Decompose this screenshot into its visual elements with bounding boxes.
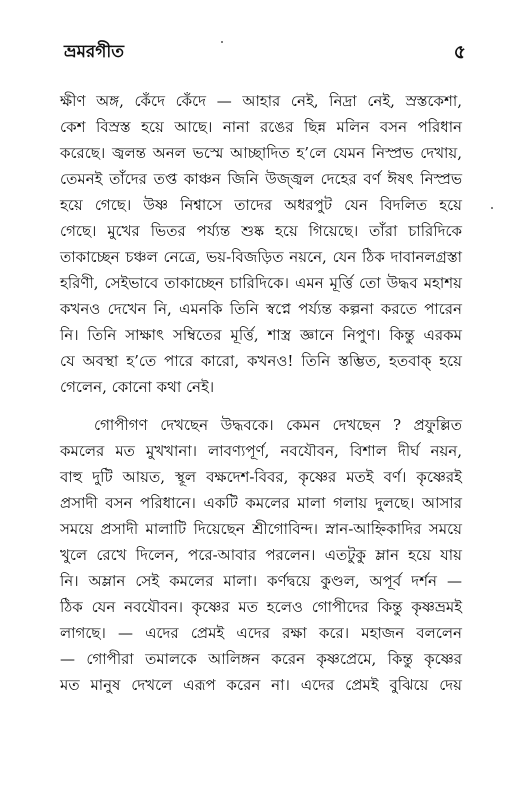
text-line: খুলে রেখে দিলেন, পরে-আবার পরলেন। এতটুকু ম্লান হয়ে যায় xyxy=(60,546,462,564)
text-line: কখনও দেখেন নি, এমনকি তিনি স্বপ্নে পর্য্যন্ত কল্পনা করতে পারেন xyxy=(60,300,462,318)
text-line: লাগছে। — এদের প্রেমই এদের রক্ষা করে। মহাজন বললেন xyxy=(60,624,462,642)
text-line: করেছে। জ্বলন্ত অনল ভস্মে আচ্ছাদিত হ’লে যেমন নিস্প্রভ দেখায়, xyxy=(60,144,462,162)
running-title: ভ্রমরগীত xyxy=(64,42,125,62)
scan-speck xyxy=(491,207,493,209)
text-line: ঠিক যেন নবযৌবন। কৃষ্ণের মত হলেও গোপীদের কিন্তু কৃষ্ণভ্রমই xyxy=(60,598,462,616)
text-line: তাকাচ্ছেন চঞ্চল নেত্রে, ভয়-বিজড়িত নয়নে, যেন ঠিক দাবানলগ্রস্তা xyxy=(60,248,462,266)
text-line: হয়ে গেছে। উষ্ণ নিশ্বাসে তাদের অধরপুট যেন বিদলিত হয়ে xyxy=(60,196,462,214)
text-line: তেমনই তাঁদের তপ্ত কাঞ্চন জিনি উজ্জ্বল দেহের বর্ণ ঈষৎ নিস্প্রভ xyxy=(60,170,462,188)
text-line: ক্ষীণ অঙ্গ, কেঁদে কেঁদে — আহার নেই, নিদ্রা নেই, স্রস্তকেশা, xyxy=(60,92,462,110)
text-line: গেলেন, কোনো কথা নেই। xyxy=(60,378,215,396)
text-line: — গোপীরা তমালকে আলিঙ্গন করেন কৃষ্ণপ্রেমে, কিন্তু কৃষ্ণের xyxy=(60,650,462,668)
scan-speck xyxy=(221,41,223,43)
paragraph-gap xyxy=(60,400,462,412)
text-line: মত মানুষ দেখলে এরূপ করেন না। এদের প্রেমই বুঝিয়ে দেয় xyxy=(60,676,462,694)
paragraph-1 xyxy=(60,88,462,400)
page-number: ৫ xyxy=(453,41,466,63)
text-line: হরিণী, সেইভাবে তাকাচ্ছেন চারিদিকে। এমন মূর্ত্তি তো উদ্ধব মহাশয় xyxy=(60,274,462,292)
text-line: বাহু দুটি আয়ত, স্থূল বক্ষদেশ-বিবর, কৃষ্ণের মতই বর্ণ। কৃষ্ণেরই xyxy=(60,468,462,486)
paragraph-2 xyxy=(60,412,462,698)
text-line: কমলের মত মুখখানা। লাবণ্যপূর্ণ, নবযৌবন, বিশাল দীর্ঘ নয়ন, xyxy=(60,442,462,460)
text-line: সময়ে প্রসাদী মালাটি দিয়েছেন শ্রীগোবিন্দ। স্নান-আহ্নিকাদির সময়ে xyxy=(60,520,462,538)
text-line: কেশ বিস্রস্ত হয়ে আছে। নানা রঙের ছিন্ন মলিন বসন পরিধান xyxy=(60,118,462,136)
text-line: গোপীগণ দেখছেন উদ্ধবকে। কেমন দেখছেন ? প্রফুল্লিত xyxy=(94,416,462,434)
text-line: গেছে। মুখের ভিতর পর্য্যন্ত শুষ্ক হয়ে গিয়েছে। তাঁরা চারিদিকে xyxy=(60,222,462,240)
page-body xyxy=(60,88,462,698)
text-line: যে অবস্থা হ’তে পারে কারো, কখনও! তিনি স্তম্ভিত, হতবাক্ হয়ে xyxy=(60,352,462,370)
page-header xyxy=(64,40,466,68)
text-line: প্রসাদী বসন পরিধানে। একটি কমলের মালা গলায় দুলছে। আসার xyxy=(60,494,462,512)
text-line: নি। তিনি সাক্ষাৎ সম্বিতের মূর্ত্তি, শাস্ত্র জ্ঞানে নিপুণ। কিন্তু এরকম xyxy=(60,326,462,344)
text-line: নি। অম্লান সেই কমলের মালা। কর্ণদ্বয়ে কুণ্ডল, অপূর্ব দর্শন — xyxy=(60,572,462,590)
